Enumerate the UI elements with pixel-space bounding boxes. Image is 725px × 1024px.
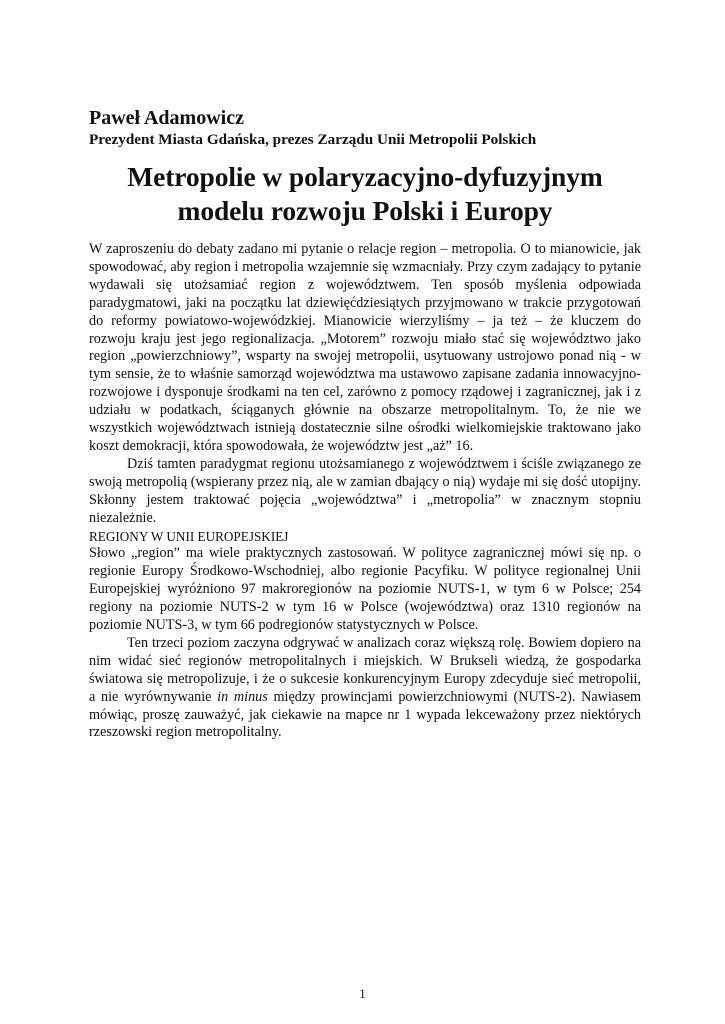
author-name: Paweł Adamowicz (89, 107, 244, 129)
paragraph-3: Słowo „region” ma wiele praktycznych zastosowań. W polityce zagranicznej mówi się np. o regionie Europy Środkowo-Wschodniej, albo regionie Pacyfiku. W polityce regionalnej Unii Europejskiej wyróżniono 97 makroregionów na poziomie NUTS-1, w tym 6 w Polsce; 254 regiony na poziomie NUTS-2 w tym 16 w Polsce (województwa) oraz 1310 regionów na poziomie NUTS-3, w tym 66 podregionów statystycznych w Polsce. (89, 545, 641, 634)
paragraph-2: Dziś tamten paradygmat regionu utożsamianego z województwem i ściśle związanego ze swoją metropolią (wspierany przez nią, ale w zamian dbający o nią) wydaje mi się dość utopijny. Skłonny jestem traktować pojęcia „województwa” i „metropolia” w znacznym stopniu niezależnie. (89, 455, 641, 526)
page-number: 1 (359, 986, 366, 1001)
section-heading: REGIONY W UNII EUROPEJSKIEJ (89, 528, 289, 544)
title-line-1: Metropolie w polaryzacyjno-dyfuzyjnym (127, 161, 603, 192)
author-affiliation: Prezydent Miasta Gdańska, prezes Zarządu Unii Metropolii Polskich (89, 131, 537, 148)
paragraph-4-text-a: Ten trzeci poziom zaczyna odgrywać w analizach coraz większą rolę. Bowiem dopiero na nim widać sieć regionów metropolitalnych i miejskich. W Brukseli wiedzą, że gospodarka światowa się metropolizuje, i że o sukcesie konkurencyjnym Europy zdecyduje sieć metropolii, a nie wyrównywanie (89, 634, 641, 705)
paragraph-4 (89, 635, 641, 742)
paragraph-4-text-b: między prowincjami powierzchniowymi (NUTS-2). Nawiasem mówiąc, proszę zauważyć, jak ciekawie na mapce nr 1 wypada lekceważony przez niektórych rzeszowski region metropolitalny. (89, 688, 641, 741)
paragraph-1: W zaproszeniu do debaty zadano mi pytanie o relacje region – metropolia. O to mianowicie, jak spowodować, aby region i metropolia wzajemnie się wzmacniały. Przy czym zadający to pytanie wydawali się utożsamiać region z województwem. Ten sposób myślenia odpowiada paradygmatowi, jaki na początku lat dziewięćdziesiątych przyjmowano w trakcie przygotowań do reformy powiatowo-wojewódzkiej. Mianowicie wierzyliśmy – ja też – że kluczem do rozwoju kraju jest jego regionalizacja. „Motorem” rozwoju miało stać się województwo jako region „powierzchniowy”, wsparty na swojej metropolii, usytuowany ustrojowo ponad nią - w tym sensie, że to właśnie samorząd województwa ma ustawowo zapisane zadania innowacyjno-rozwojowe i dysponuje środkami na ten cel, zarówno z pomocy rządowej i zagranicznej, jak i z udziału w podatkach, ściąganych głównie na obszarze metropolitalnym. To, że nie we wszystkich województwach istnieją dostatecznie silne ośrodki wielkomiejskie traktowano jako koszt demokracji, która spowodowała, że województw jest „aż” 16. (89, 241, 641, 454)
document-title (89, 160, 641, 228)
title-line-2: modelu rozwoju Polski i Europy (177, 195, 553, 226)
paragraph-4-italic: in minus (217, 688, 268, 705)
document-page (89, 106, 641, 742)
